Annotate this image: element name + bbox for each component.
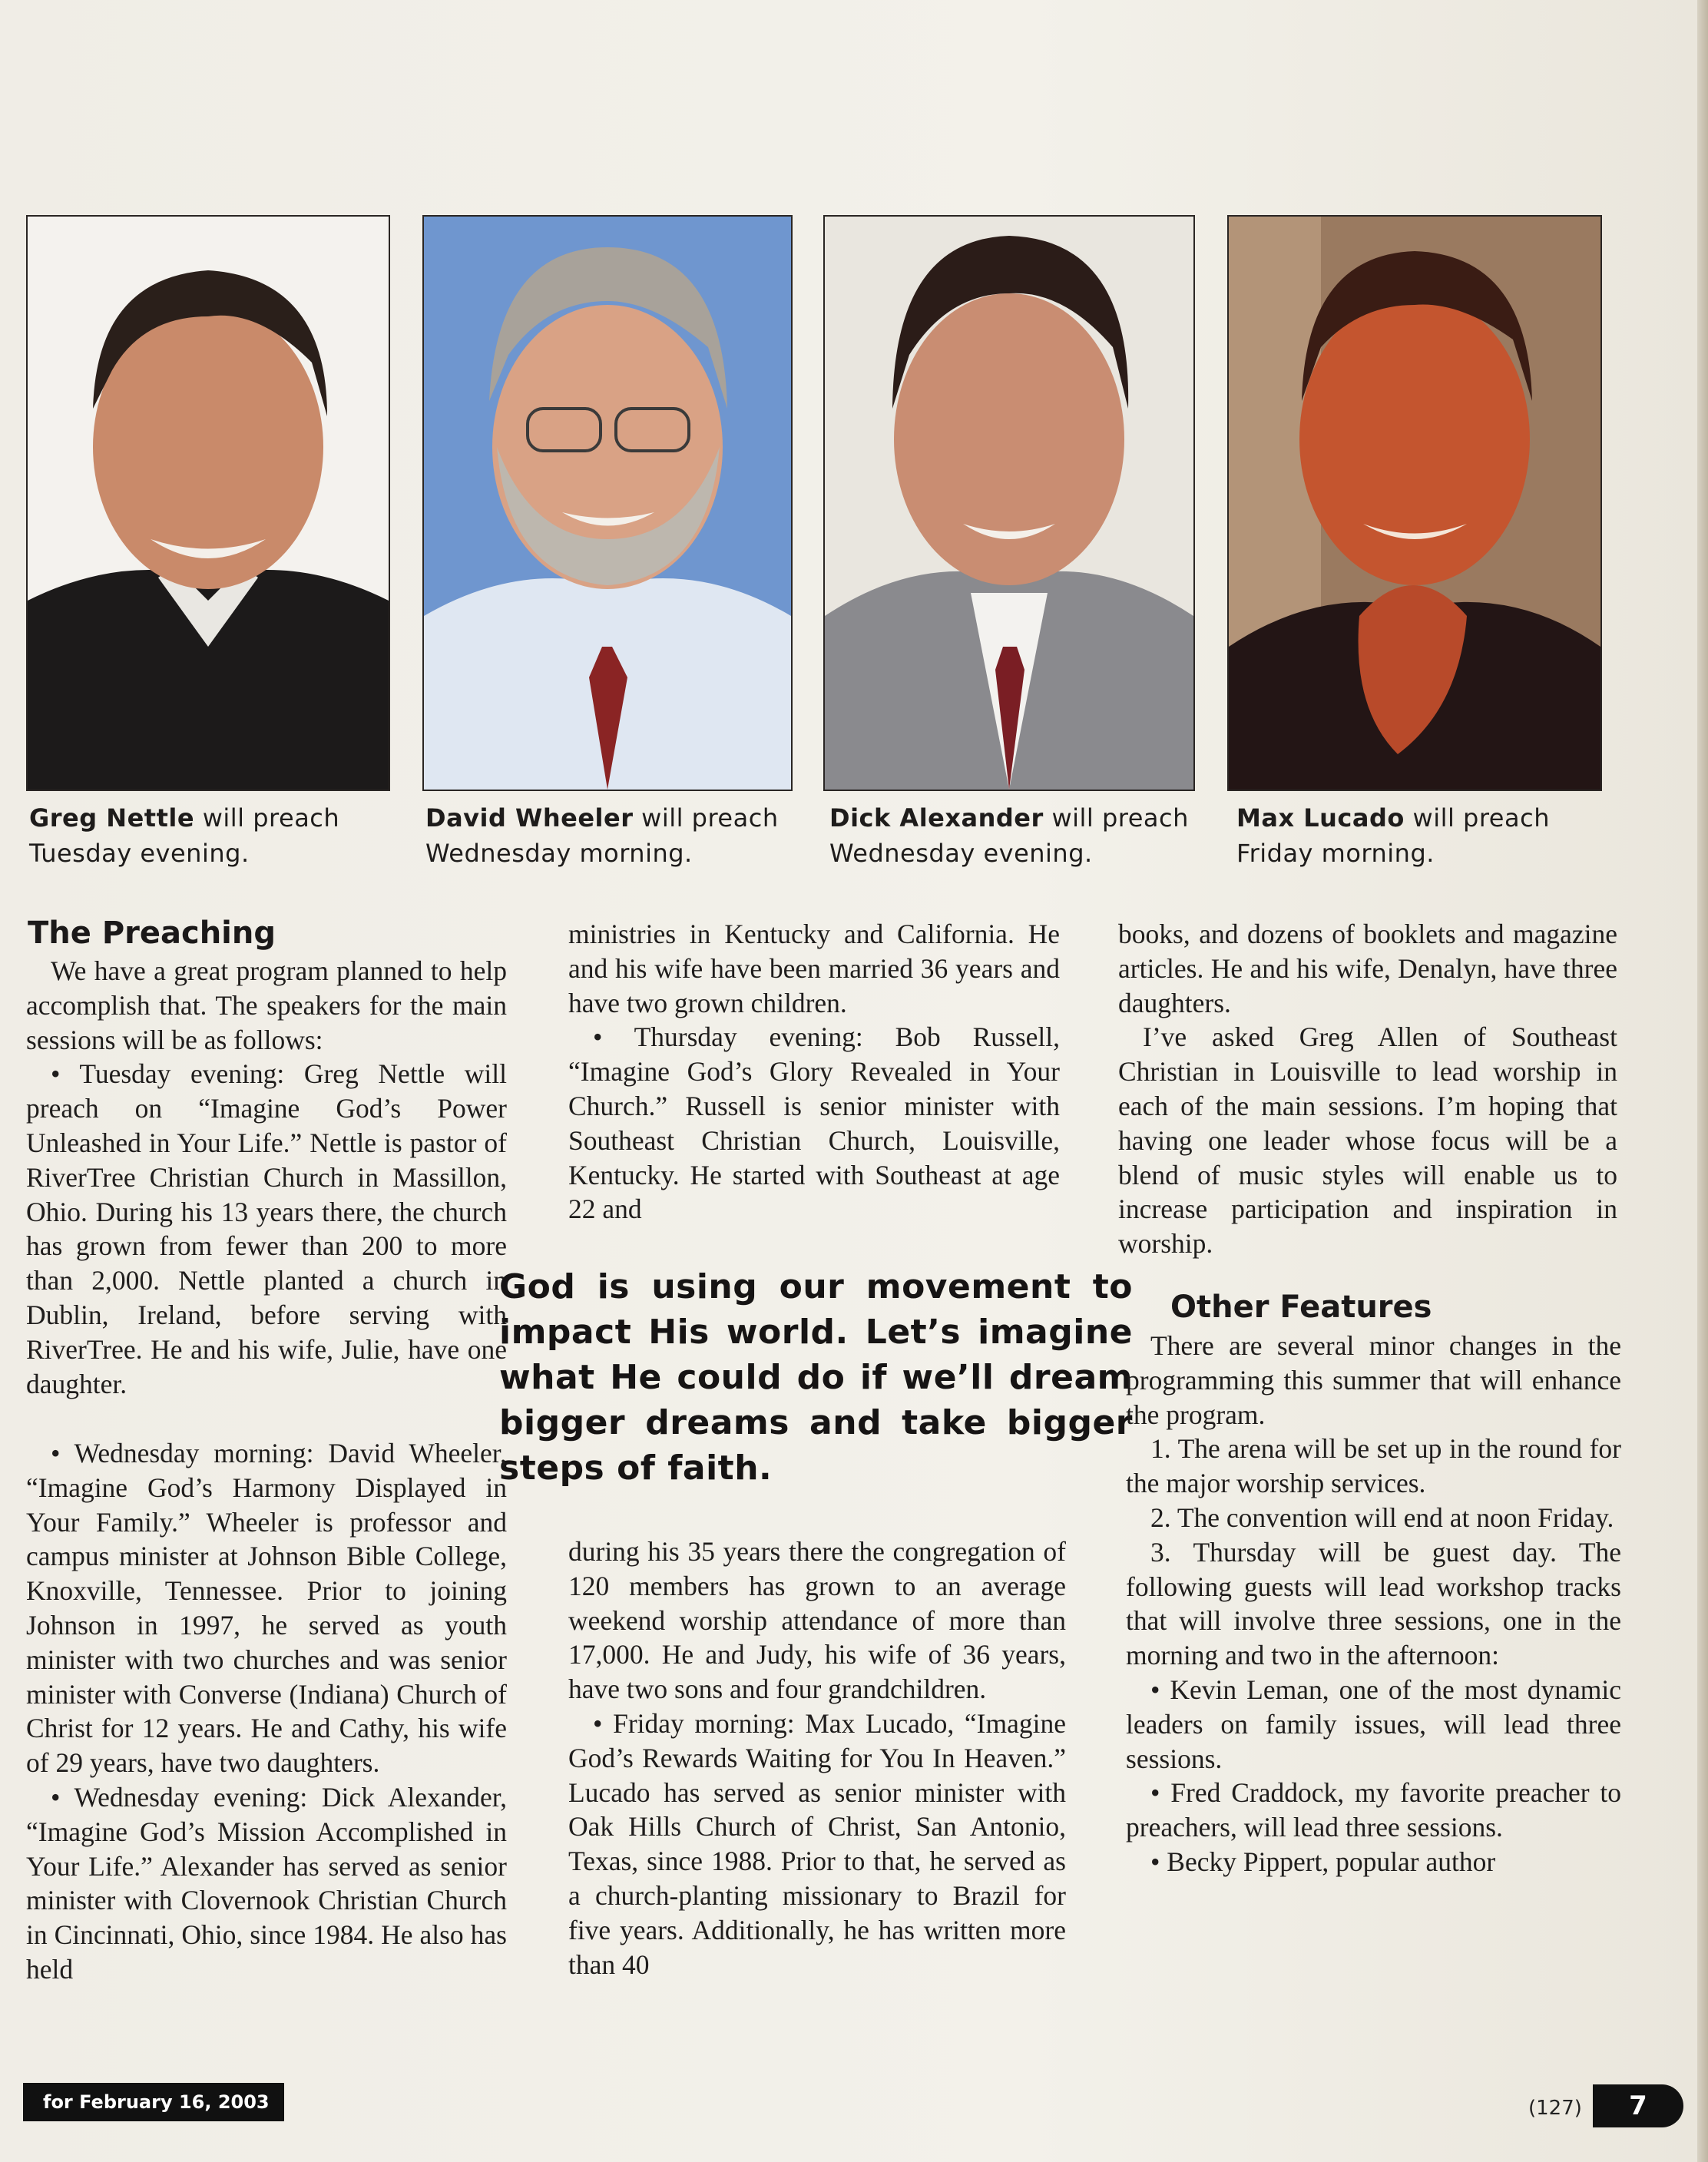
issue-date-tag: for February 16, 2003 xyxy=(23,2083,284,2121)
caption-max-lucado xyxy=(1236,800,1613,871)
page-number: 7 xyxy=(1593,2084,1683,2127)
speaker-name: Dick Alexander xyxy=(829,803,1044,833)
caption-text: will preach Wednesday evening. xyxy=(829,803,1189,868)
paragraph: ministries in Kentucky and California. He and his wife have been married 36 years and have two grown children. xyxy=(568,919,1060,1018)
paragraph: • Wednesday morning: David Wheeler, “Imagine God’s Harmony Displayed in Your Family.” Wheeler is professor and campus minister at Johnson Bible College, Knoxville, Tennessee. Prior to joining Johnson in 1997, he served as youth minister with two churches and was senior minister with Converse (Indiana) Church of Christ for 12 years. He and Cathy, his wife of 29 years, have two daughters. xyxy=(26,1438,507,1779)
caption-text: will preach Tuesday evening. xyxy=(29,803,340,868)
caption-text: will preach Friday morning. xyxy=(1236,803,1550,868)
paragraph: during his 35 years there the congregation of 120 members has grown to an average weekend worship attendance of more than 17,000. He and Judy, his wife of 36 years, have two sons and four grandchildren. xyxy=(568,1536,1066,1705)
paragraph: We have a great program planned to help accomplish that. The speakers for the main sessions will be as follows: xyxy=(26,955,507,1055)
paragraph: • Thursday evening: Bob Russell, “Imagine God’s Glory Revealed in Your Church.” Russell is senior minister with Southeast Christian Church, Louisville, Kentucky. He started with Southeast at age 22 and xyxy=(568,1021,1060,1225)
paragraph: • Kevin Leman, one of the most dynamic leaders on family issues, will lead three sessions. xyxy=(1126,1674,1621,1774)
photo-greg-nettle xyxy=(26,215,390,791)
paragraph: I’ve asked Greg Allen of Southeast Christian in Louisville to lead worship in each of the main sessions. I’m hoping that having one leader whose focus will be a blend of music styles will enable us to increase participation and inspiration in worship. xyxy=(1118,1021,1617,1260)
paragraph: books, and dozens of booklets and magazine articles. He and his wife, Denalyn, have three daughters. xyxy=(1118,919,1617,1018)
column-2-bottom xyxy=(568,1535,1066,1982)
speaker-name: David Wheeler xyxy=(425,803,634,833)
photo-dick-alexander xyxy=(823,215,1195,791)
paragraph: • Wednesday evening: Dick Alexander, “Imagine God’s Mission Accomplished in Your Life.” Alexander has served as senior minister with Clovernook Christian Church in Cincinnati, Ohio, since 1984. He also has held xyxy=(26,1781,507,1985)
paragraph: 3. Thursday will be guest day. The following guests will lead workshop tracks that will involve three sessions, one in the morning and two in the afternoon: xyxy=(1126,1536,1621,1671)
caption-dick-alexander xyxy=(829,800,1206,871)
column-1-paragraphs xyxy=(26,1436,507,1987)
pull-quote: God is using our movement to impact His world. Let’s imagine what He could do if we’ll dream bigger dreams and take bigger steps of faith. xyxy=(499,1267,1133,1488)
section-heading-preaching: The Preaching xyxy=(28,915,276,951)
speaker-name: Greg Nettle xyxy=(29,803,195,833)
paragraph: • Friday morning: Max Lucado, “Imagine God’s Rewards Waiting for You In Heaven.” Lucado has served as senior minister with Oak Hills Church of Christ, San Antonio, Texas, since 1988. Prior to that, he served as a church-planting missionary to Brazil for five years. Additionally, he has written more than 40 xyxy=(568,1707,1066,1980)
paragraph: 1. The arena will be set up in the round for the major worship services. xyxy=(1126,1433,1621,1499)
caption-text: will preach Wednesday morning. xyxy=(425,803,779,868)
paragraph: • Becky Pippert, popular author xyxy=(1150,1846,1496,1877)
column-2-top xyxy=(568,917,1060,1227)
page-edge xyxy=(1697,0,1708,2162)
speaker-name: Max Lucado xyxy=(1236,803,1405,833)
section-heading-other-features: Other Features xyxy=(1170,1290,1432,1325)
paragraph: • Fred Craddock, my favorite preacher to preachers, will lead three sessions. xyxy=(1126,1777,1621,1843)
caption-greg-nettle xyxy=(29,800,390,871)
paragraph: • Tuesday evening: Greg Nettle will preach on “Imagine God’s Power Unleashed in Your Life.” Nettle is pastor of RiverTree Christian Church in Massillon, Ohio. During his 13 years there, the church has grown from fewer than 200 to more than 2,000. Nettle planted a church in Dublin, Ireland, before serving with RiverTree. He and his wife, Julie, have one daughter. xyxy=(26,1058,507,1399)
paragraph: 2. The convention will end at noon Friday. xyxy=(1150,1501,1614,1533)
column-3-top xyxy=(1118,917,1617,1261)
column-3-bottom xyxy=(1126,1329,1621,1879)
column-1 xyxy=(26,954,507,1401)
issue-number: (127) xyxy=(1528,2097,1582,2120)
photo-david-wheeler xyxy=(422,215,793,791)
paragraph: There are several minor changes in the programming this summer that will enhance the program. xyxy=(1126,1330,1621,1430)
photo-max-lucado xyxy=(1227,215,1602,791)
caption-david-wheeler xyxy=(425,800,802,871)
